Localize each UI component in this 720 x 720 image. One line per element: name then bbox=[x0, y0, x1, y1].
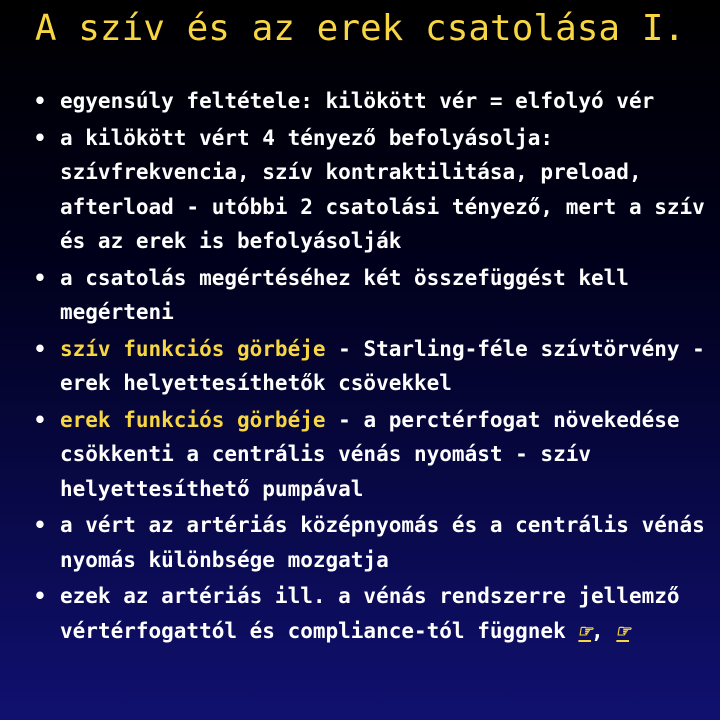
bullet-dot: • bbox=[33, 89, 47, 113]
bullet-text: a vért az artériás középnyomás és a centrális vénás nyomás különbsége mozgatja bbox=[60, 513, 705, 572]
bullet-list bbox=[28, 84, 708, 650]
bullet-item bbox=[28, 403, 708, 507]
bullet-text: a csatolás megértéséhez két összefüggést kell megérteni bbox=[60, 265, 629, 324]
bullet-text: egyensúly feltétele: kilökött vér = elfolyó vér bbox=[60, 89, 655, 113]
bullet-text: - Starling-féle szívtörvény - erek helyettesíthetők csövekkel bbox=[60, 336, 705, 395]
hyperlink-hand-icon[interactable]: ☞ bbox=[578, 618, 592, 643]
bullet-item bbox=[28, 332, 708, 401]
bullet-text: ezek az artériás ill. a vénás rendszerre jellemző vértérfogattól és compliance-tól függnek bbox=[60, 584, 680, 643]
bullet-dot: • bbox=[33, 265, 47, 290]
bullet-dot: • bbox=[33, 125, 47, 150]
bullet-item bbox=[28, 261, 708, 330]
bullet-item bbox=[28, 84, 708, 119]
bullet-dot: • bbox=[33, 336, 47, 361]
slide-title: A szív és az erek csatolása I. bbox=[34, 8, 686, 49]
bullet-item bbox=[28, 508, 708, 577]
bullet-highlight: erek funkciós görbéje bbox=[60, 407, 326, 432]
bullet-text: - a perctérfogat növekedése csökkenti a centrális vénás nyomást - szív helyettesíthető pumpával bbox=[60, 407, 680, 501]
bullet-dot: • bbox=[33, 513, 47, 537]
bullet-highlight: szív funkciós görbéje bbox=[60, 336, 326, 361]
bullet-dot: • bbox=[33, 584, 47, 608]
bullet-item bbox=[28, 579, 708, 648]
bullet-dot: • bbox=[33, 407, 47, 432]
bullet-text: a kilökött vért 4 tényező befolyásolja: szívfrekvencia, szív kontraktilitása, preload, afterload - utóbbi 2 csatolási tényező, mert a szív és az erek is befolyásolják bbox=[60, 125, 705, 253]
bullet-item bbox=[28, 121, 708, 259]
hyperlink-hand-icon[interactable]: ☞ bbox=[616, 618, 629, 643]
link-separator: , bbox=[591, 618, 617, 643]
